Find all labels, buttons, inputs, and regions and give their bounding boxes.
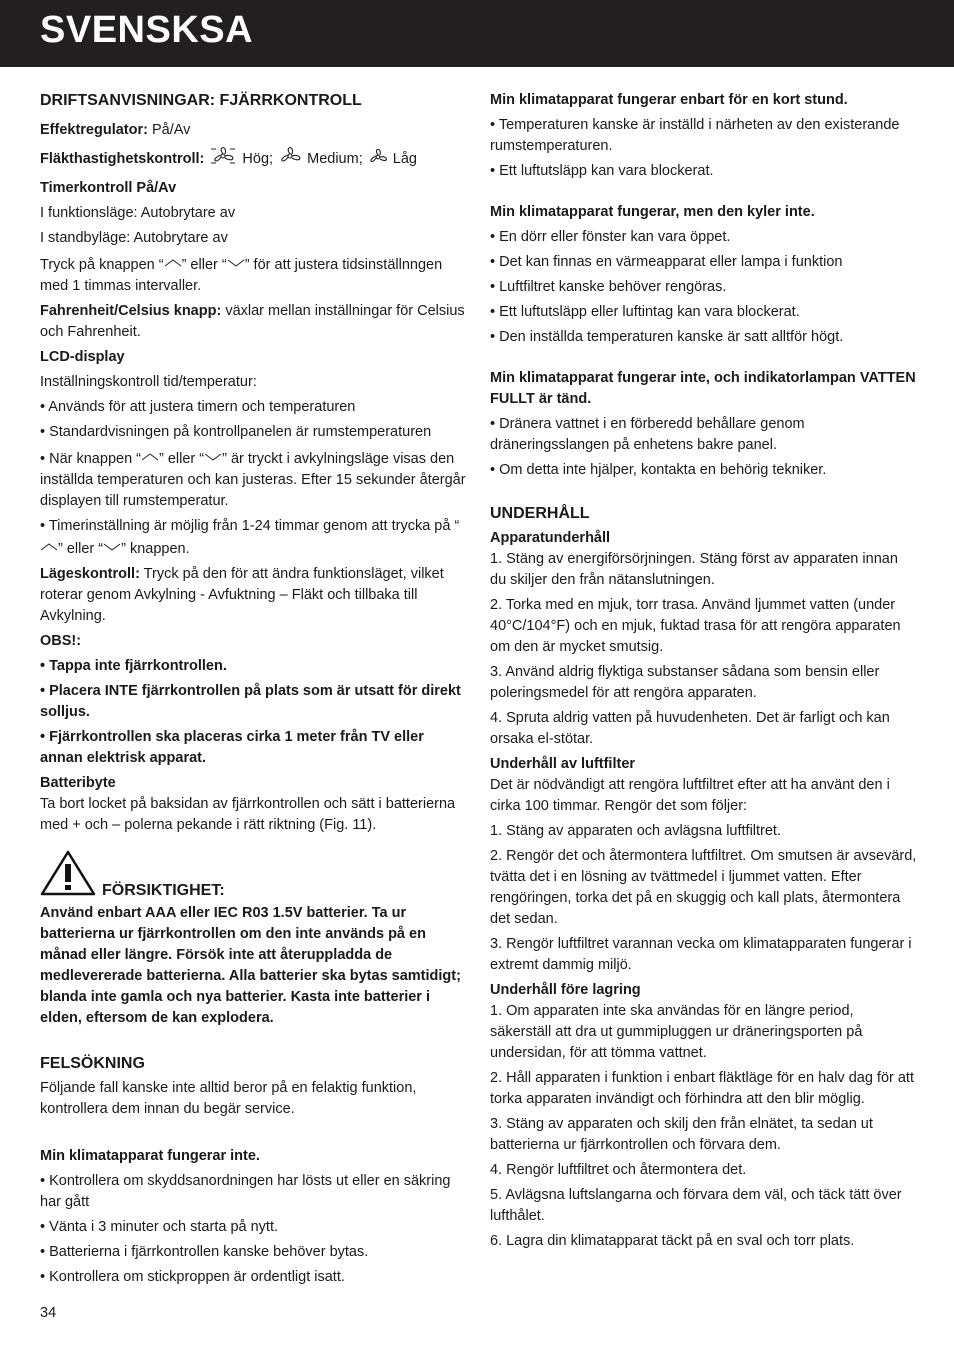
section-heading-troubleshooting: FELSÖKNING <box>40 1055 145 1072</box>
down-arrow-icon <box>204 447 222 468</box>
filter-label: Underhåll av luftfilter <box>490 756 636 772</box>
fels-q2-list <box>490 115 918 182</box>
list-item: 3. Använd aldrig flyktiga substanser sådana som bensin eller poleringsmedel för att rengöra apparaten. <box>490 664 880 701</box>
list-item: 1. Stäng av apparaten och avlägsna luftfiltret. <box>490 823 781 839</box>
fels-q3-list <box>490 227 918 348</box>
fan-low-icon <box>367 147 389 174</box>
lcd-b3-a: • När knappen “ <box>40 451 141 467</box>
fels-intro: Följande fall kanske inte alltid beror på en felaktig funktion, kontrollera dem innan du begär service. <box>40 1080 417 1117</box>
obs-item-1: • Tappa inte fjärrkontrollen. <box>40 658 227 674</box>
obs-item-2: • Placera INTE fjärrkontrollen på plats som är utsatt för direkt solljus. <box>40 683 461 720</box>
up-arrow-icon <box>141 447 159 468</box>
effekt-label: Effektregulator: <box>40 122 148 138</box>
lcd-bullet-1: • Används för att justera timern och temperaturen <box>40 399 356 415</box>
section-heading-operation: DRIFTSANVISNINGAR: FJÄRRKONTROLL <box>40 92 362 109</box>
list-item: • Kontrollera om stickproppen är ordentligt isatt. <box>40 1269 345 1285</box>
timer-line1: I funktionsläge: Autobrytare av <box>40 205 236 221</box>
obs-item-3: • Fjärrkontrollen ska placeras cirka 1 meter från TV eller annan elektrisk apparat. <box>40 729 424 766</box>
page-title: SVENSKSA <box>40 9 254 51</box>
list-item: 3. Rengör luftfiltret varannan vecka om klimatapparaten fungerar i extremt dammig miljö. <box>490 936 912 973</box>
fan-high-icon <box>208 145 238 174</box>
fels-q2: Min klimatapparat fungerar enbart för en kort stund. <box>490 92 848 108</box>
flakt-label: Fläkthastighetskontroll: <box>40 151 205 167</box>
batt-text: Ta bort locket på baksidan av fjärrkontrollen och sätt i batterierna med + och – polerna pekande i rätt riktning (Fig. 11). <box>40 796 456 833</box>
timer-line3-c: ” för att justera tidsinställnngen med 1 timmas intervaller. <box>40 257 443 294</box>
timer-line3-b: ” eller “ <box>181 257 227 273</box>
fahr-label: Fahrenheit/Celsius knapp: <box>40 303 222 319</box>
list-item: 3. Stäng av apparaten och skilj den från elnätet, ta sedan ut batterierna ur fjärrkontrollen och förvara dem. <box>490 1116 873 1153</box>
fels-q4: Min klimatapparat fungerar inte, och indikatorlampan VATTEN FULLT är tänd. <box>490 370 916 407</box>
left-column <box>40 90 468 1292</box>
up-arrow-icon <box>40 537 58 558</box>
lcd-b3-b: ” eller “ <box>159 451 205 467</box>
list-item: • Om detta inte hjälper, kontakta en behörig tekniker. <box>490 462 827 478</box>
fan-medium-icon <box>277 145 303 174</box>
list-item: 2. Rengör det och återmontera luftfiltret. Om smutsen är avsevärd, tvätta det i en lösning av tvättmedel i ljummet vatten. Efter rengöringen, torka det på en skuggig och kall plats, återmontera det sedan. <box>490 848 917 927</box>
fels-q3: Min klimatapparat fungerar, men den kyler inte. <box>490 204 815 220</box>
flakt-hog: Hög; <box>238 151 274 167</box>
list-item: 1. Om apparaten inte ska användas för en längre period, säkerställ att dra ut gummipluggen ur dräneringsporten på undersidan, för att tömma vattnet. <box>490 1003 863 1061</box>
list-item: • Den inställda temperaturen kanske är satt alltför högt. <box>490 329 844 345</box>
warning-text: Använd enbart AAA eller IEC R03 1.5V batterier. Ta ur batterierna ur fjärrkontrollen om den inte används på en månad eller längre. Försök inte att återuppladda de medlevererade batterierna. Alla batterier ska bytas samtidigt; blanda inte gamla och nya batterier. Kasta inte batterier i elden, eftersom de kan explodera. <box>40 905 461 1026</box>
lage-line <box>40 564 468 627</box>
lcd-bullet-2: • Standardvisningen på kontrollpanelen är rumstemperaturen <box>40 424 432 440</box>
section-heading-maintenance: UNDERHÅLL <box>490 505 590 522</box>
list-item: • Ett luftutsläpp kan vara blockerat. <box>490 163 714 179</box>
warning-title: FÖRSIKTIGHET: <box>102 882 225 899</box>
timer-label: Timerkontroll På/Av <box>40 180 177 196</box>
lcd-b4-b: ” eller “ <box>58 541 104 557</box>
flakt-medium: Medium; <box>303 151 363 167</box>
list-item: 1. Stäng av energiförsörjningen. Stäng först av apparaten innan du skiljer den från nätanslutningen. <box>490 551 898 588</box>
flakt-lag: Låg <box>388 151 417 167</box>
lcd-b4-a: • Timerinställning är möjlig från 1-24 timmar genom att trycka på “ <box>40 518 460 534</box>
list-item: • Luftfiltret kanske behöver rengöras. <box>490 279 727 295</box>
storage-list <box>490 1001 918 1252</box>
lcd-b3-c: ” är tryckt i avkylningsläge visas den inställda temperaturen och kan justeras. Efter 15 sekunder återgår displayen till rumstemperatur. <box>40 451 466 509</box>
list-item: 6. Lagra din klimatapparat täckt på en sval och torr plats. <box>490 1233 855 1249</box>
timer-line2: I standbyläge: Autobrytare av <box>40 230 228 246</box>
storage-label: Underhåll före lagring <box>490 982 641 998</box>
app-list <box>490 549 918 750</box>
page-header <box>0 0 954 67</box>
app-label: Apparatunderhåll <box>490 530 611 546</box>
fels-q1-list <box>40 1171 468 1288</box>
lage-label: Lägeskontroll: <box>40 566 140 582</box>
down-arrow-icon <box>103 537 121 558</box>
batt-label: Batteribyte <box>40 775 116 791</box>
list-item: 4. Rengör luftfiltret och återmontera det. <box>490 1162 747 1178</box>
list-item: 2. Torka med en mjuk, torr trasa. Använd ljummet vatten (under 40°C/104°F) och en mjuk, fuktad trasa för att rengöra apparaten om den är mycket smutsig. <box>490 597 901 655</box>
effekt-value: På/Av <box>147 122 191 138</box>
list-item: 4. Spruta aldrig vatten på huvudenheten. Det är farligt och kan orsaka el-stötar. <box>490 710 890 747</box>
list-item: • Det kan finnas en värmeapparat eller lampa i funktion <box>490 254 843 270</box>
filter-list <box>490 821 918 976</box>
lcd-b4-c: ” knappen. <box>121 541 190 557</box>
flakt-line <box>40 145 468 174</box>
lcd-bullet-4 <box>40 516 468 560</box>
list-item: 5. Avlägsna luftslangarna och förvara dem väl, och täck tätt över lufthålet. <box>490 1187 902 1224</box>
timer-line3-a: Tryck på knappen “ <box>40 257 164 273</box>
filter-intro: Det är nödvändigt att rengöra luftfiltret efter att ha använt den i cirka 100 timmar. Rengör det som följer: <box>490 777 890 814</box>
right-column <box>490 90 918 1256</box>
page-number: 34 <box>40 1305 57 1321</box>
fahr-text: växlar mellan inställningar för Celsius och Fahrenheit. <box>40 303 465 340</box>
list-item: • Ett luftutsläpp eller luftintag kan vara blockerat. <box>490 304 800 320</box>
timer-line3 <box>40 253 468 297</box>
fels-q4-list <box>490 414 918 481</box>
list-item: • Kontrollera om skyddsanordningen har lösts ut eller en säkring har gått <box>40 1173 451 1210</box>
list-item: • Dränera vattnet i en förberedd behållare genom dräneringsslangen på enhetens bakre panel. <box>490 416 805 453</box>
lcd-line1: Inställningskontroll tid/temperatur: <box>40 374 257 390</box>
fahr-line <box>40 301 468 343</box>
warning-triangle-icon <box>40 850 96 903</box>
lage-text: Tryck på den för att ändra funktionsläget, vilket roterar genom Avkylning - Avfuktning – Fläkt och tillbaka till Avkylning. <box>40 566 444 624</box>
lcd-bullet-3 <box>40 447 468 512</box>
list-item: • Temperaturen kanske är inställd i närheten av den existerande rumstemperaturen. <box>490 117 900 154</box>
list-item: • Vänta i 3 minuter och starta på nytt. <box>40 1219 279 1235</box>
down-arrow-icon <box>227 253 245 274</box>
warning-header <box>40 850 468 903</box>
obs-label: OBS!: <box>40 633 82 649</box>
effekt-line <box>40 120 468 141</box>
list-item: • Batterierna i fjärrkontrollen kanske behöver bytas. <box>40 1244 369 1260</box>
lcd-label: LCD-display <box>40 349 125 365</box>
fels-q1: Min klimatapparat fungerar inte. <box>40 1148 260 1164</box>
list-item: • En dörr eller fönster kan vara öppet. <box>490 229 731 245</box>
list-item: 2. Håll apparaten i funktion i enbart fläktläge för en halv dag för att torka apparaten invändigt och förhindra att den blir möglig. <box>490 1070 914 1107</box>
up-arrow-icon <box>164 253 182 274</box>
